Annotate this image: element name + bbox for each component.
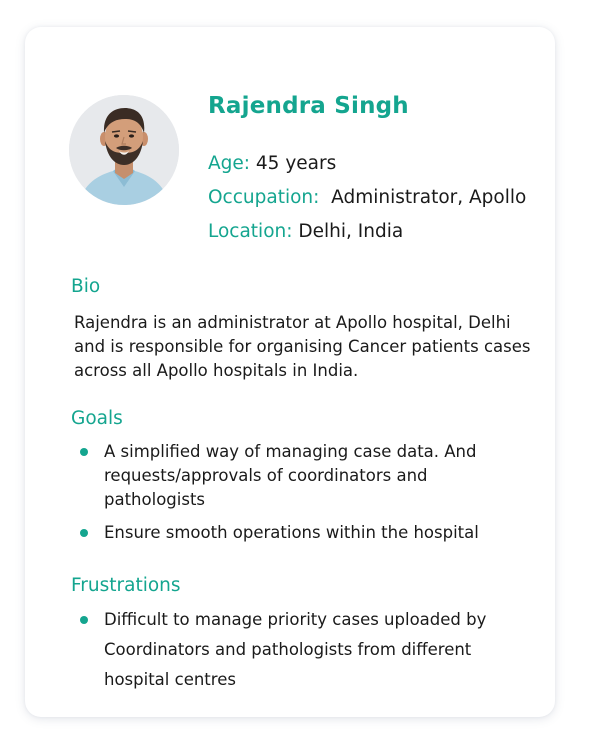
- frustration-item: [77, 605, 527, 695]
- occupation-value: Administrator, Apollo: [331, 187, 527, 208]
- bullet-icon: [80, 529, 88, 537]
- goal-text: A simplified way of managing case data. And requests/approvals of coordinators and pathologists: [104, 442, 477, 509]
- location-row: [208, 221, 403, 242]
- goal-item: [77, 440, 527, 512]
- goals-title: Goals: [71, 408, 123, 429]
- persona-name: Rajendra Singh: [208, 93, 409, 119]
- avatar-photo: [69, 95, 179, 205]
- bullet-icon: [80, 616, 88, 624]
- location-label: Location:: [208, 221, 293, 242]
- bio-title: Bio: [71, 276, 101, 297]
- occupation-row: [208, 187, 526, 208]
- avatar: [69, 95, 179, 205]
- goal-item: [77, 521, 527, 545]
- occupation-label: Occupation:: [208, 187, 320, 208]
- bullet-icon: [80, 448, 88, 456]
- age-row: [208, 153, 336, 174]
- goal-text: Ensure smooth operations within the hospital: [104, 523, 479, 542]
- age-value: 45 years: [255, 153, 337, 174]
- frustrations-title: Frustrations: [71, 575, 181, 596]
- bio-text: Rajendra is an administrator at Apollo hospital, Delhi and is responsible for organising Cancer patients cases across all Apollo hospitals in India.: [74, 313, 531, 380]
- age-label: Age:: [208, 153, 251, 174]
- frustration-text: Difficult to manage priority cases uploaded by Coordinators and pathologists from different hospital centres: [104, 610, 487, 689]
- persona-card: [25, 27, 555, 717]
- location-value: Delhi, India: [298, 221, 404, 242]
- frustrations-list: [77, 605, 527, 695]
- goals-list: [77, 440, 527, 545]
